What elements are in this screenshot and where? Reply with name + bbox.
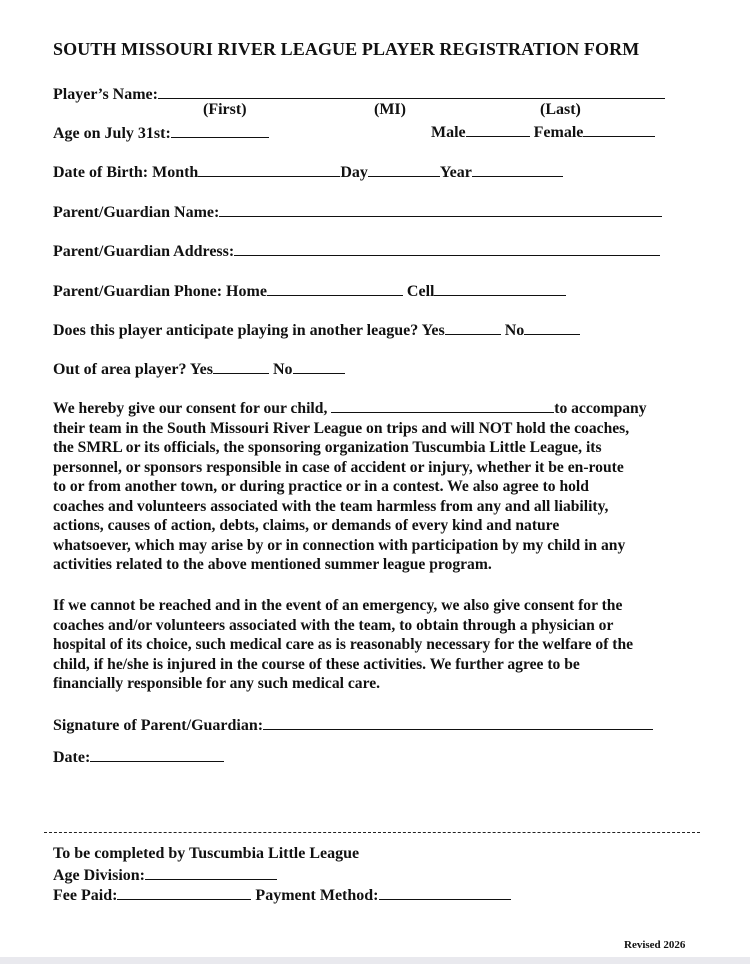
dob-row xyxy=(53,162,563,182)
consent-line-start: We hereby give our consent for our child, xyxy=(53,400,332,417)
cell-phone-field[interactable] xyxy=(434,281,566,296)
male-label: Male xyxy=(431,124,466,141)
guardian-phone-label: Parent/Guardian Phone: Home xyxy=(53,283,267,300)
another-league-row xyxy=(53,320,580,340)
another-league-yes-field[interactable] xyxy=(445,320,501,335)
another-league-no-label: No xyxy=(504,322,525,339)
age-division-field[interactable] xyxy=(145,865,277,880)
gender-row xyxy=(431,122,655,142)
consent-line xyxy=(53,398,698,419)
out-of-area-label: Out of area player? Yes xyxy=(53,361,213,378)
guardian-phone-row xyxy=(53,281,566,301)
age-field[interactable] xyxy=(171,123,269,138)
female-label: Female xyxy=(533,124,584,141)
revised-note: Revised 2026 xyxy=(624,939,686,951)
emergency-line: If we cannot be reached and in the event of an emergency, we also give consent for the xyxy=(53,597,623,614)
another-league-no-field[interactable] xyxy=(524,320,580,335)
office-heading: To be completed by Tuscumbia Little League xyxy=(53,845,360,862)
player-name-label: Player’s Name: xyxy=(53,86,158,103)
out-of-area-row xyxy=(53,359,345,379)
guardian-name-label: Parent/Guardian Name: xyxy=(53,204,220,221)
consent-line: actions, causes of action, debts, claims, or demands of every kind and nature xyxy=(53,517,560,534)
page-bottom-edge xyxy=(0,957,750,964)
out-of-area-no-field[interactable] xyxy=(293,359,345,374)
guardian-address-field[interactable] xyxy=(234,241,660,256)
out-of-area-yes-field[interactable] xyxy=(213,359,269,374)
age-row xyxy=(53,123,269,143)
consent-paragraph xyxy=(53,398,698,575)
consent-line-end: to accompany xyxy=(554,400,647,417)
guardian-name-row xyxy=(53,202,662,222)
date-field[interactable] xyxy=(90,747,224,762)
dob-year-label: Year xyxy=(439,164,472,181)
fee-row xyxy=(53,885,511,905)
emergency-line: hospital of its choice, such medical care as is reasonably necessary for the welfare of the xyxy=(53,636,634,653)
middle-initial-caption: (MI) xyxy=(374,101,406,118)
consent-line: to or from another town, or during practice or in a contest. We also agree to hold xyxy=(53,478,589,495)
guardian-name-field[interactable] xyxy=(219,202,662,217)
dob-day-field[interactable] xyxy=(368,162,440,177)
emergency-line: financially responsible for any such medical care. xyxy=(53,675,381,692)
consent-line: personnel, or sponsors responsible in case of accident or injury, whether it be en-route xyxy=(53,458,624,476)
female-field[interactable] xyxy=(583,122,655,137)
date-row xyxy=(53,747,224,767)
age-division-label: Age Division: xyxy=(53,867,145,884)
consent-line: activities related to the above mentioned summer league program. xyxy=(53,556,492,573)
emergency-line: child, if he/she is injured in the course of these activities. We further agree to be xyxy=(53,655,580,673)
dob-day-label: Day xyxy=(340,164,368,181)
dob-year-field[interactable] xyxy=(472,162,563,177)
last-name-caption: (Last) xyxy=(540,101,581,118)
consent-line: whatsoever, which may arise by or in connection with participation by my child in any xyxy=(53,536,626,554)
emergency-paragraph xyxy=(53,596,698,694)
age-label: Age on July 31st: xyxy=(53,125,171,142)
fee-paid-field[interactable] xyxy=(117,885,251,900)
fee-paid-label: Fee Paid: xyxy=(53,887,118,904)
form-title: SOUTH MISSOURI RIVER LEAGUE PLAYER REGISTRATION FORM xyxy=(53,39,640,59)
emergency-line: coaches and/or volunteers associated with the team, to obtain through a physician or xyxy=(53,616,614,634)
male-field[interactable] xyxy=(466,122,530,137)
signature-row xyxy=(53,715,653,735)
first-name-caption: (First) xyxy=(203,101,247,118)
out-of-area-no-label: No xyxy=(272,361,293,378)
consent-line: the SMRL or its officials, the sponsoring organization Tuscumbia Little League, its xyxy=(53,439,602,456)
cut-line-divider xyxy=(44,832,700,833)
another-league-label: Does this player anticipate playing in another league? Yes xyxy=(53,322,445,339)
consent-line: their team in the South Missouri River League on trips and will NOT hold the coaches, xyxy=(53,419,630,437)
cell-phone-label: Cell xyxy=(406,283,435,300)
dob-month-field[interactable] xyxy=(198,162,340,177)
age-division-row xyxy=(53,865,277,885)
child-name-field[interactable] xyxy=(331,398,554,413)
guardian-address-row xyxy=(53,241,660,261)
consent-line: coaches and volunteers associated with the team harmless from any and all liability, xyxy=(53,497,609,515)
dob-label: Date of Birth: Month xyxy=(53,164,199,181)
home-phone-field[interactable] xyxy=(267,281,403,296)
date-label: Date: xyxy=(53,749,91,766)
payment-method-label: Payment Method: xyxy=(255,887,379,904)
signature-label: Signature of Parent/Guardian: xyxy=(53,717,264,734)
guardian-address-label: Parent/Guardian Address: xyxy=(53,243,235,260)
signature-field[interactable] xyxy=(263,715,653,730)
player-name-field[interactable] xyxy=(158,84,665,99)
payment-method-field[interactable] xyxy=(379,885,511,900)
